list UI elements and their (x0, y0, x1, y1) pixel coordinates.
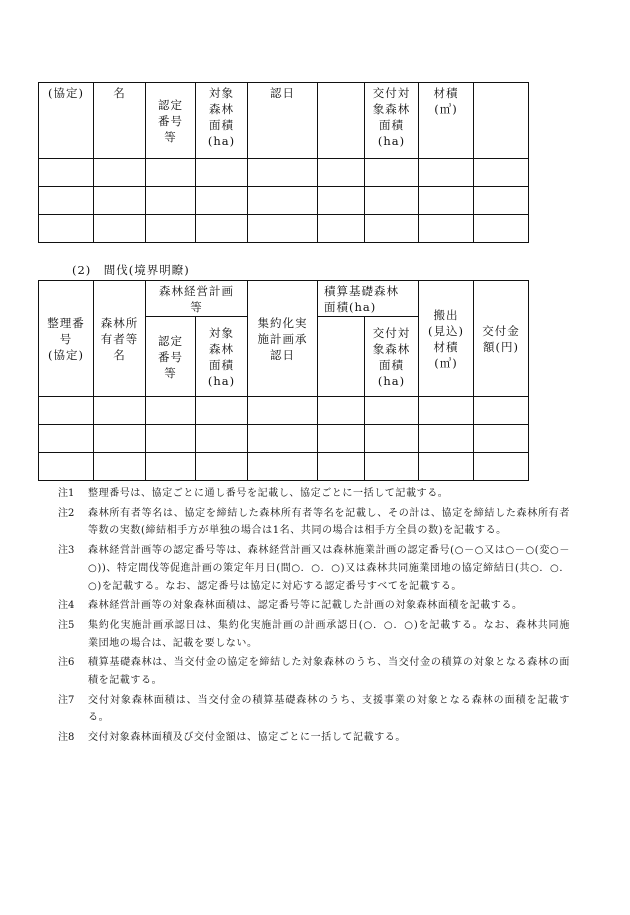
table-cell[interactable] (196, 453, 248, 481)
header-kiso-blank (318, 317, 365, 397)
note-item (58, 729, 570, 747)
header-blank-2 (474, 83, 529, 159)
header-nintei-number: 認定 番号 等 (146, 317, 196, 397)
table2-header-row-1 (39, 281, 529, 317)
header-approval-date: 認日 (248, 83, 318, 159)
table-cell[interactable] (474, 425, 529, 453)
note-text: 交付対象森林面積は、当交付金の積算基礎森林のうち、支援事業の対象となる森林の面積を記載する。 (88, 694, 570, 724)
table-cell[interactable] (39, 215, 94, 243)
header-subsidy-target-area: 交付対 象森林 面積 (ha) (365, 83, 419, 159)
table-cell[interactable] (419, 159, 474, 187)
note-id: 注2 (58, 507, 75, 519)
table-cell[interactable] (94, 187, 146, 215)
table-cell[interactable] (318, 453, 365, 481)
table-cell[interactable] (39, 425, 94, 453)
table-cell[interactable] (196, 215, 248, 243)
table-cell[interactable] (365, 159, 419, 187)
note-id: 注3 (58, 545, 75, 557)
table-cell[interactable] (419, 425, 474, 453)
note-text: 積算基礎森林は、当交付金の協定を締結した対象森林のうち、当交付金の積算の対象となる森林の面積を記載する。 (88, 657, 570, 687)
table-row (39, 453, 529, 481)
table-cell[interactable] (365, 215, 419, 243)
table-cell[interactable] (146, 187, 196, 215)
table-cell[interactable] (196, 425, 248, 453)
forest-area-table-1 (38, 82, 529, 243)
table-cell[interactable] (419, 215, 474, 243)
notes-list (58, 485, 570, 749)
header-nintei-number: 認定 番号 等 (146, 83, 196, 159)
table-cell[interactable] (248, 453, 318, 481)
section-title: (2) 間伐(境界明瞭) (72, 263, 190, 277)
note-id: 注6 (58, 657, 75, 669)
table-cell[interactable] (318, 425, 365, 453)
table-cell[interactable] (146, 397, 196, 425)
header-kyotei: (協定) (39, 83, 94, 159)
table-cell[interactable] (39, 453, 94, 481)
note-text: 森林経営計画等の認定番号等は、森林経営計画又は森林施業計画の認定番号(○－○又は○－○(変○－○))、特定間伐等促進計画の策定年月日(間○．○．○)又は森林共同施業団地の協定締結日(共○．○．○)を記載する。なお、認定番号は協定に対応する認定番号すべてを記載する。 (88, 545, 570, 592)
table-cell[interactable] (474, 453, 529, 481)
header-kofukin-amount: 交付金 額(円) (474, 281, 529, 397)
table-cell[interactable] (419, 453, 474, 481)
table-cell[interactable] (94, 453, 146, 481)
header-volume: 材積 (㎥) (419, 83, 474, 159)
table-row (39, 215, 529, 243)
table-cell[interactable] (94, 215, 146, 243)
header-owner-name: 森林所 有者等 名 (94, 281, 146, 397)
table-row (39, 187, 529, 215)
table-cell[interactable] (365, 187, 419, 215)
table-cell[interactable] (94, 397, 146, 425)
thinning-table (38, 280, 529, 481)
note-item (58, 617, 570, 652)
note-item (58, 692, 570, 727)
table1-header-row (39, 83, 529, 159)
note-item (58, 485, 570, 503)
note-text: 交付対象森林面積及び交付金額は、協定ごとに一括して記載する。 (88, 732, 406, 744)
note-item (58, 505, 570, 540)
table-cell[interactable] (318, 397, 365, 425)
table-cell[interactable] (39, 159, 94, 187)
table-cell[interactable] (146, 453, 196, 481)
table-cell[interactable] (146, 215, 196, 243)
note-text: 森林所有者等名は、協定を締結した森林所有者等名を記載し、その計は、協定を締結した森林所有者等数の実数(締結相手方が単独の場合は1名、共同の場合は相手方全員の数)を記載する。 (88, 507, 570, 537)
table-cell[interactable] (248, 215, 318, 243)
table-cell[interactable] (419, 397, 474, 425)
note-text: 森林経営計画等の対象森林面積は、認定番号等に記載した計画の対象森林面積を記載する。 (88, 600, 523, 612)
table-cell[interactable] (419, 187, 474, 215)
table-cell[interactable] (318, 159, 365, 187)
header-hanshutsu-volume: 搬出 (見込) 材積 (㎥) (419, 281, 474, 397)
header-blank (318, 83, 365, 159)
note-id: 注1 (58, 488, 75, 499)
table-cell[interactable] (196, 159, 248, 187)
table-cell[interactable] (474, 187, 529, 215)
header-seiri-number: 整理番 号 (協定) (39, 281, 94, 397)
table-cell[interactable] (248, 159, 318, 187)
table-cell[interactable] (248, 187, 318, 215)
table-cell[interactable] (146, 425, 196, 453)
table-cell[interactable] (39, 397, 94, 425)
table-row (39, 159, 529, 187)
note-item (58, 597, 570, 615)
table-cell[interactable] (318, 187, 365, 215)
table-cell[interactable] (365, 397, 419, 425)
table-cell[interactable] (474, 159, 529, 187)
table-cell[interactable] (248, 397, 318, 425)
header-kiso-area: 積算基礎森林 面積(ha) (318, 281, 419, 317)
note-id: 注4 (58, 600, 75, 612)
table-cell[interactable] (196, 397, 248, 425)
note-id: 注7 (58, 694, 75, 706)
note-text: 集約化実施計画承認日は、集約化実施計画の計画承認日(○．○．○)を記載する。なお、森林共同施業団地の場合は、記載を要しない。 (88, 619, 570, 649)
note-item (58, 542, 570, 595)
header-keiei-plan: 森林経営計画 等 (146, 281, 248, 317)
table-cell[interactable] (365, 425, 419, 453)
note-id: 注8 (58, 732, 75, 744)
header-shuyaku-date: 集約化実 施計画承 認日 (248, 281, 318, 397)
header-target-area: 対象 森林 面積 (ha) (196, 83, 248, 159)
note-text: 整理番号は、協定ごとに通し番号を記載し、協定ごとに一括して記載する。 (88, 488, 449, 499)
table-cell[interactable] (146, 159, 196, 187)
table-cell[interactable] (248, 425, 318, 453)
table-cell[interactable] (196, 187, 248, 215)
table-cell[interactable] (474, 397, 529, 425)
table-cell[interactable] (94, 159, 146, 187)
table-cell[interactable] (474, 215, 529, 243)
header-subsidy-target-area: 交付対 象森林 面積 (ha) (365, 317, 419, 397)
table-cell[interactable] (94, 425, 146, 453)
table-cell[interactable] (39, 187, 94, 215)
note-id: 注5 (58, 619, 75, 631)
table-row (39, 425, 529, 453)
table-row (39, 397, 529, 425)
note-item (58, 654, 570, 689)
header-target-area: 対象 森林 面積 (ha) (196, 317, 248, 397)
table-cell[interactable] (365, 453, 419, 481)
header-name: 名 (94, 83, 146, 159)
table-cell[interactable] (318, 215, 365, 243)
